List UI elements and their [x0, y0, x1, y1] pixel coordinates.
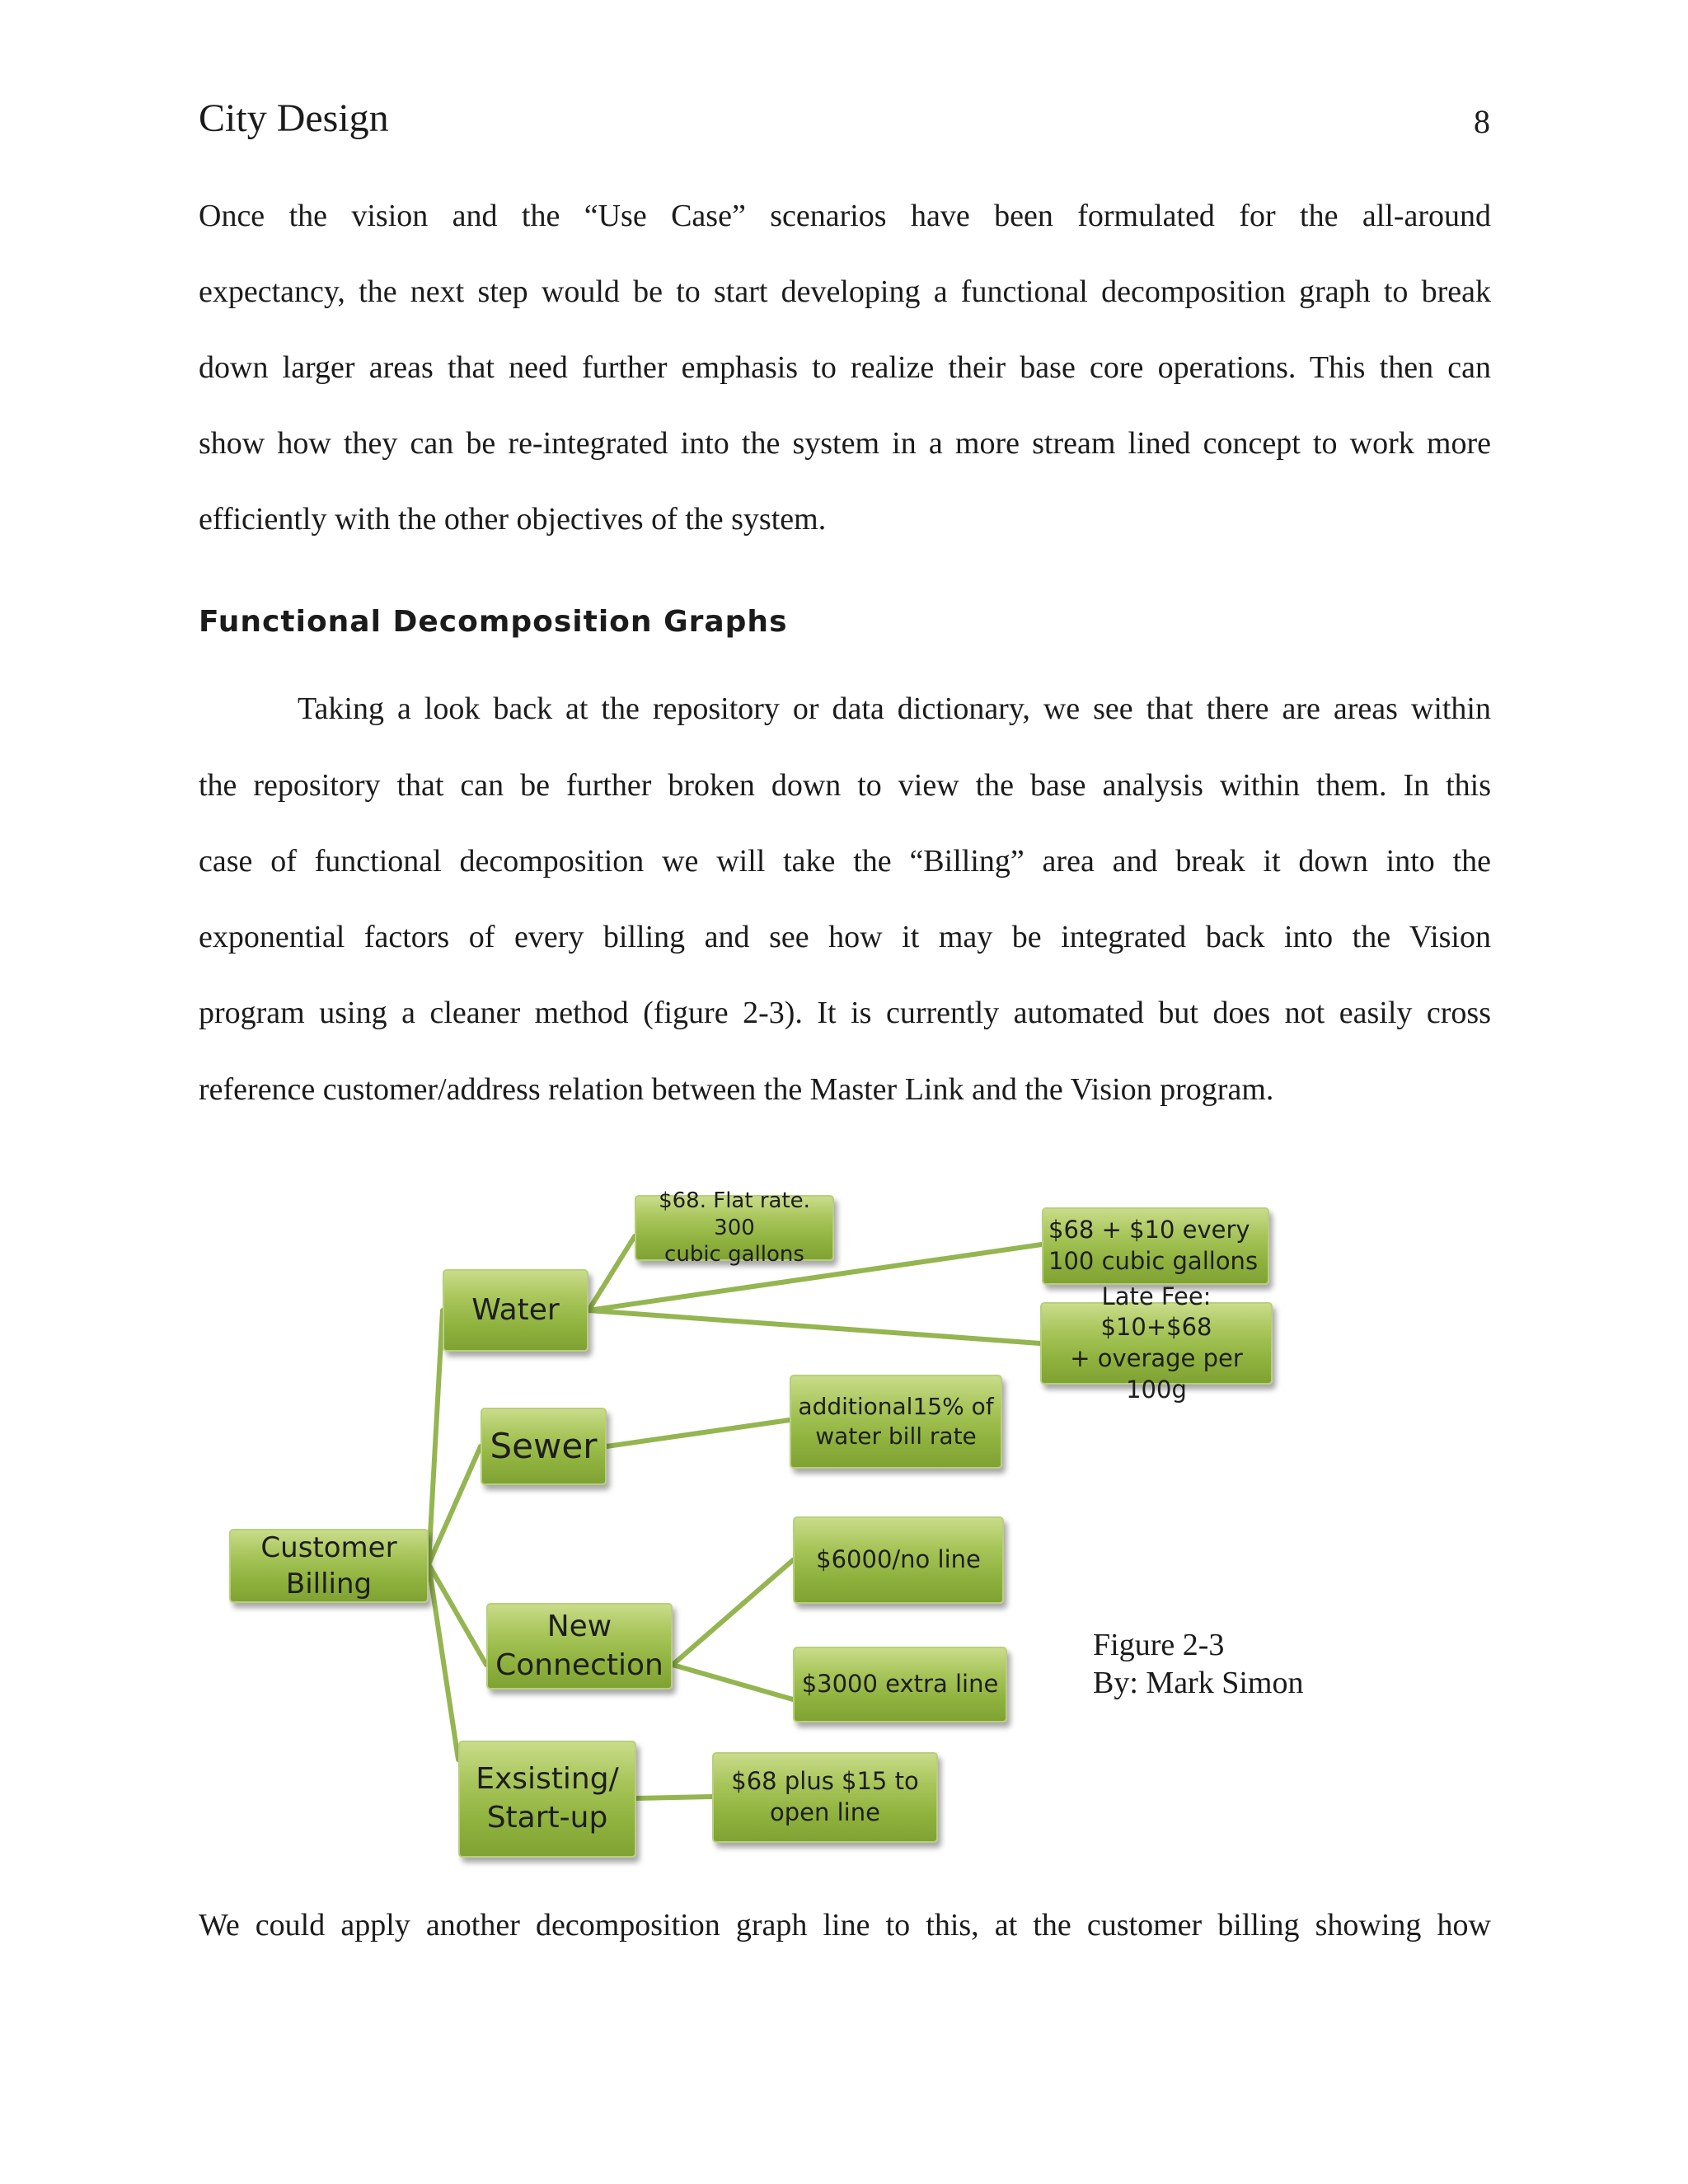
node-text: Billing [285, 1568, 373, 1601]
node-customer-billing [229, 1529, 429, 1603]
body-line: program using a cleaner method (figure 2-3). It is currently automated but does not easily cross [199, 996, 1491, 1030]
intro-line: show how they can be re-integrated into the system in a more stream lined concept to work more [199, 426, 1491, 461]
node-open-line [712, 1752, 938, 1843]
connector-sewer-rate [607, 1420, 790, 1446]
intro-line: Once the vision and the “Use Case” scenarios have been formulated for the all-around [199, 199, 1491, 233]
node-text: $68 + $10 every [1048, 1216, 1250, 1244]
node-existing [458, 1741, 636, 1858]
body-line: the repository that can be further broken down to view the base analysis within them. In this [199, 768, 1491, 803]
node-sewer [481, 1408, 607, 1485]
node-text: Start-up [486, 1801, 608, 1835]
node-text: water bill rate [815, 1422, 977, 1450]
node-text: $68. Flat rate. 300 [659, 1188, 810, 1240]
node-text: open line [770, 1798, 880, 1826]
figure-caption-label: Figure 2-3 [1093, 1628, 1225, 1662]
page-header-title: City Design [199, 96, 389, 140]
page-number: 8 [1474, 103, 1490, 140]
connector-existing-open-line [636, 1797, 712, 1798]
body-line: exponential factors of every billing and see how it may be integrated back into the Vision [199, 920, 1491, 954]
node-water-every-100 [1042, 1207, 1269, 1285]
intro-line: down larger areas that need further emphasis to realize their base core operations. This then can [199, 350, 1491, 385]
node-text: additional15% of [798, 1392, 994, 1420]
body-line: reference customer/address relation between the Master Link and the Vision program. [199, 1072, 1274, 1107]
node-extra-line [793, 1647, 1007, 1722]
connector-water-late [588, 1310, 1040, 1343]
node-text: Exsisting/ [476, 1762, 619, 1797]
node-text: New [546, 1609, 612, 1643]
body-line: Taking a look back at the repository or data dictionary, we see that there are areas within [298, 691, 1491, 726]
node-text: 100 cubic gallons [1048, 1247, 1259, 1275]
node-text: + overage per 100g [1070, 1344, 1243, 1404]
node-text: Late Fee: $10+$68 [1100, 1282, 1212, 1342]
node-text: $3000 extra line [801, 1670, 999, 1699]
node-water [443, 1269, 588, 1352]
node-text: $6000/no line [816, 1545, 981, 1574]
connector-root-water [429, 1310, 443, 1564]
node-text: Customer [260, 1530, 397, 1564]
connector-new-extra-line [673, 1665, 793, 1699]
node-text: $68 plus $15 to [731, 1767, 919, 1796]
connector-new-no-line [673, 1560, 793, 1665]
node-text: Connection [495, 1647, 663, 1682]
figure-caption-author: By: Mark Simon [1093, 1666, 1304, 1700]
node-sewer-rate [790, 1375, 1002, 1469]
body-line: case of functional decomposition we will take the “Billing” area and break it down into the [199, 844, 1491, 879]
node-water-flat-rate [635, 1188, 834, 1268]
connector-water-flat [588, 1236, 635, 1310]
node-water-late-fee [1040, 1282, 1273, 1404]
section-heading: Functional Decomposition Graphs [199, 605, 788, 639]
node-text: Water [471, 1292, 560, 1327]
closing-line: We could apply another decomposition graph line to this, at the customer billing showing how [199, 1908, 1491, 1943]
node-no-line [793, 1516, 1004, 1604]
node-new-connection [486, 1603, 673, 1690]
node-text: Sewer [490, 1425, 598, 1466]
node-text: cubic gallons [664, 1242, 804, 1268]
intro-line: efficiently with the other objectives of the system. [199, 502, 827, 537]
intro-line: expectancy, the next step would be to start developing a functional decomposition graph to break [199, 274, 1491, 309]
